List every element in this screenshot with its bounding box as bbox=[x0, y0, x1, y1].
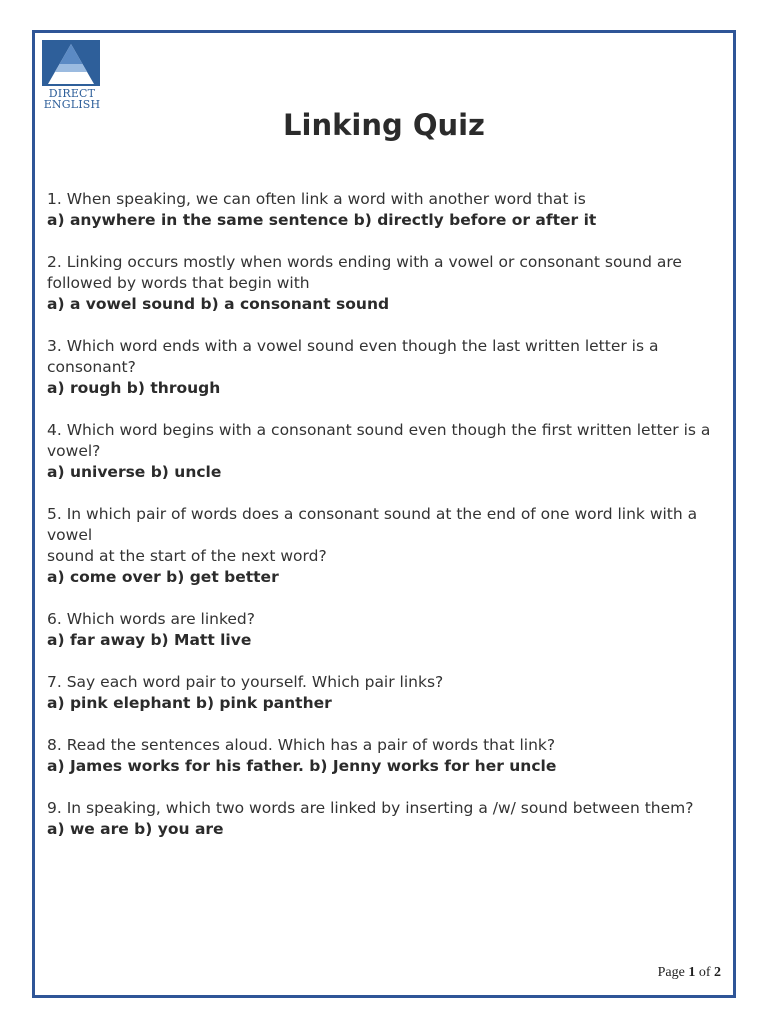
question-prompt: 5. In which pair of words does a consonant sound at the end of one word link with a vowel bbox=[47, 505, 698, 544]
logo-text-line1: DIRECT bbox=[48, 87, 96, 100]
question-prompt: 1. When speaking, we can often link a word with another word that is bbox=[47, 190, 586, 208]
of-word: of bbox=[698, 965, 711, 980]
question-prompt: 3. Which word ends with a vowel sound even though the last written letter is a consonant? bbox=[47, 337, 659, 376]
answer-options: a) universe b) uncle bbox=[47, 463, 222, 481]
answer-options: a) we are b) you are bbox=[47, 820, 224, 838]
question-prompt: 6. Which words are linked? bbox=[47, 610, 256, 628]
question-list bbox=[47, 189, 719, 861]
question-prompt: 4. Which word begins with a consonant sound even though the first written letter is a vowel? bbox=[47, 421, 711, 460]
question-prompt: 2. Linking occurs mostly when words ending with a vowel or consonant sound are followed by words that begin with bbox=[47, 253, 682, 292]
question-item bbox=[47, 189, 719, 231]
answer-options: a) far away b) Matt live bbox=[47, 631, 252, 649]
answer-options: a) pink elephant b) pink panther bbox=[47, 694, 332, 712]
page-title: Linking Quiz bbox=[283, 108, 485, 142]
answer-options: a) anywhere in the same sentence b) directly before or after it bbox=[47, 211, 597, 229]
question-item bbox=[47, 609, 719, 651]
question-prompt: 9. In speaking, which two words are linked by inserting a /w/ sound between them? bbox=[47, 799, 694, 817]
logo-text-line2: ENGLISH bbox=[43, 98, 101, 111]
direct-english-logo bbox=[42, 40, 102, 112]
question-prompt: sound at the start of the next word? bbox=[47, 547, 327, 565]
page-total: 2 bbox=[714, 965, 721, 980]
logo-triangle-icon bbox=[42, 40, 100, 86]
question-item bbox=[47, 798, 719, 840]
answer-options: a) rough b) through bbox=[47, 379, 221, 397]
question-item bbox=[47, 672, 719, 714]
question-item bbox=[47, 504, 719, 588]
answer-options: a) come over b) get better bbox=[47, 568, 279, 586]
answer-options: a) a vowel sound b) a consonant sound bbox=[47, 295, 390, 313]
question-prompt: 7. Say each word pair to yourself. Which pair links? bbox=[47, 673, 444, 691]
question-item bbox=[47, 336, 719, 399]
page-word: Page bbox=[657, 965, 685, 980]
question-item bbox=[47, 252, 719, 315]
page-current: 1 bbox=[688, 965, 696, 980]
question-prompt: 8. Read the sentences aloud. Which has a pair of words that link? bbox=[47, 736, 556, 754]
page-number bbox=[658, 965, 721, 981]
question-item bbox=[47, 420, 719, 483]
answer-options: a) James works for his father. b) Jenny works for her uncle bbox=[47, 757, 557, 775]
question-item bbox=[47, 735, 719, 777]
